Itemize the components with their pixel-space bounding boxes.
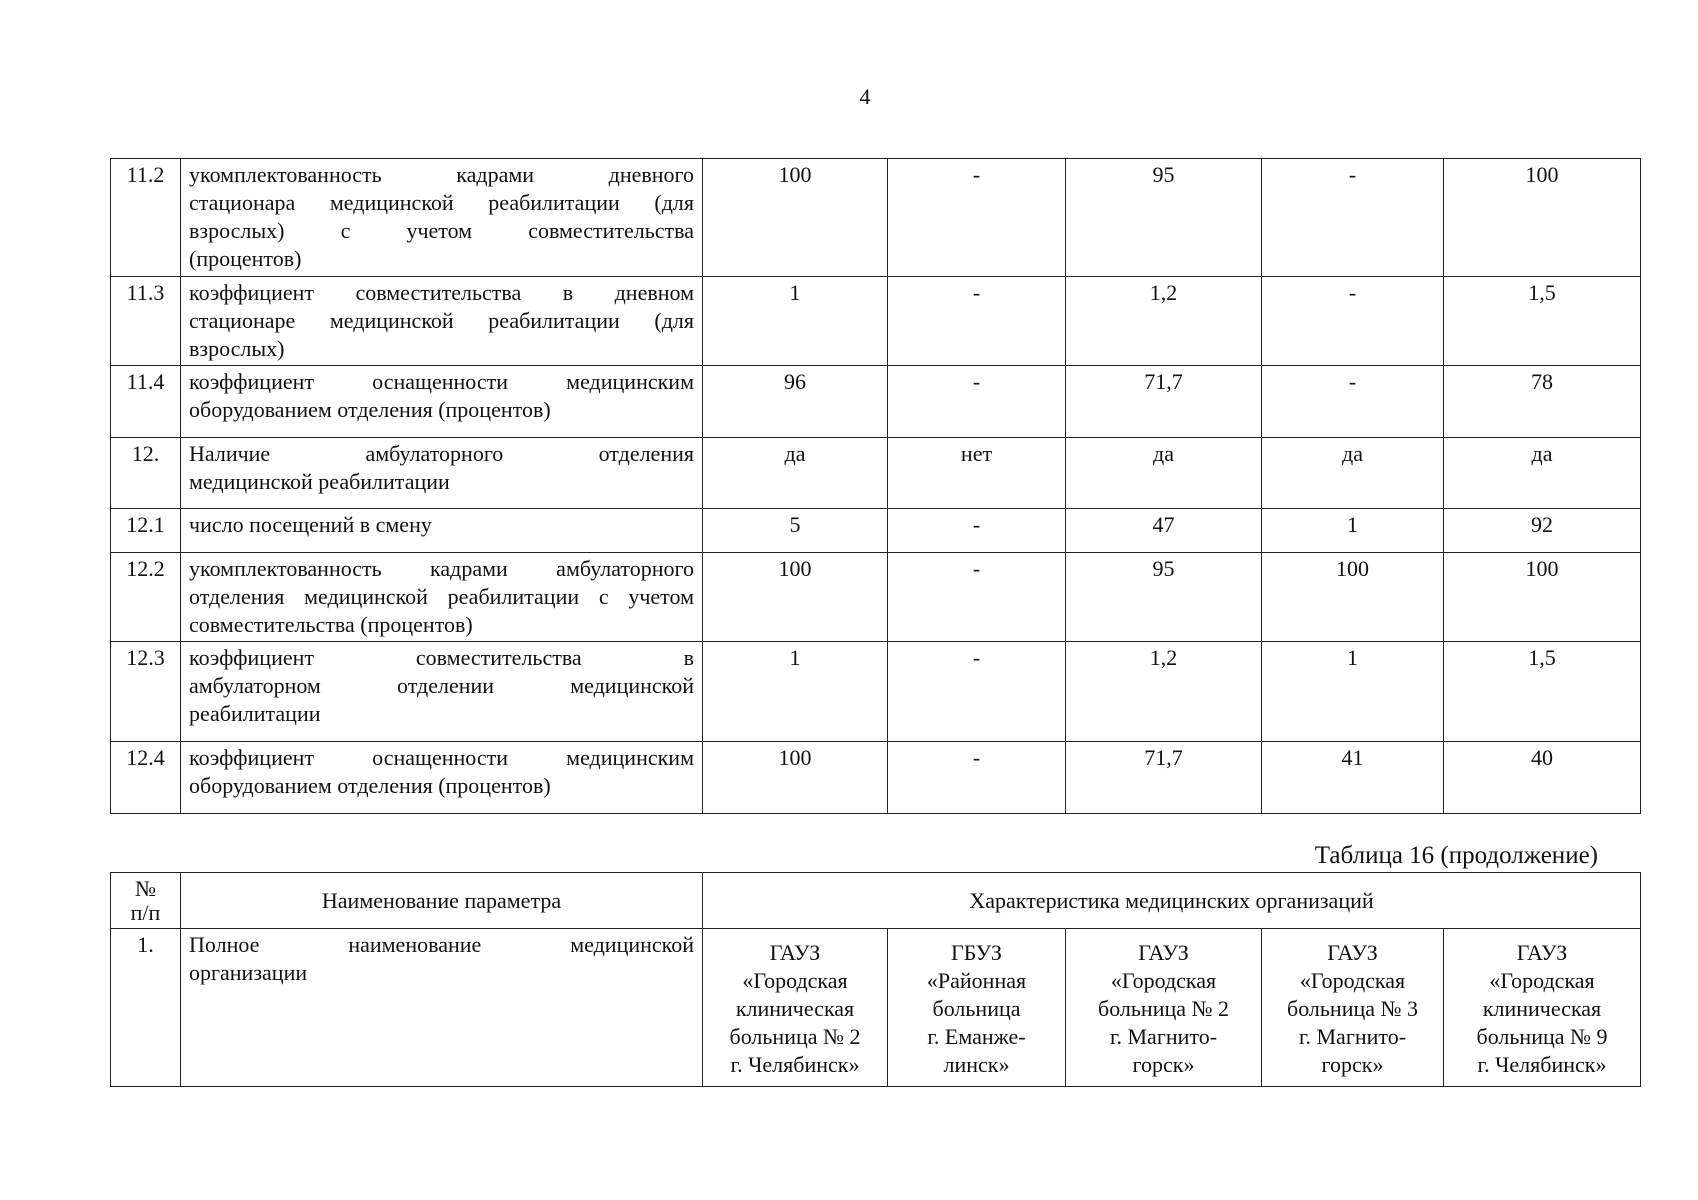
value-cell: 41 bbox=[1262, 742, 1444, 814]
row-name-line: взрослых) с учетом совместительства bbox=[189, 218, 694, 243]
row-name-line: число посещений в смену bbox=[189, 512, 432, 537]
org-name-line: больница № 2 bbox=[1098, 996, 1229, 1021]
row-name-line: реабилитации bbox=[189, 701, 321, 726]
org-name-line: «Городская bbox=[1299, 968, 1406, 993]
value-cell: 1 bbox=[1262, 642, 1444, 742]
table-caption: Таблица 16 (продолжение) bbox=[1314, 842, 1598, 869]
header-num bbox=[111, 873, 181, 929]
org-cell bbox=[703, 929, 888, 1087]
org-cell bbox=[888, 929, 1066, 1087]
header-row bbox=[111, 873, 1641, 929]
org-cell bbox=[1066, 929, 1262, 1087]
value-cell: да bbox=[1066, 438, 1262, 509]
row-name-line: стационаре медицинской реабилитации (для bbox=[189, 308, 694, 333]
org-name-line: горск» bbox=[1321, 1052, 1384, 1077]
header-name: Наименование параметра bbox=[181, 873, 703, 929]
row-num: 11.3 bbox=[111, 277, 181, 366]
org-name-line: г. Магнито- bbox=[1109, 1024, 1218, 1049]
row-name-line: Наличие амбулаторного отделения bbox=[189, 441, 694, 466]
org-row bbox=[111, 929, 1641, 1087]
org-name-line: больница № 3 bbox=[1287, 996, 1418, 1021]
org-cell bbox=[1262, 929, 1444, 1087]
row-name-line: Полное наименование медицинской bbox=[189, 932, 694, 957]
row-name-line: амбулаторном отделении медицинской bbox=[189, 673, 694, 698]
org-name-line: «Городская bbox=[1489, 968, 1595, 993]
value-cell: - bbox=[1262, 159, 1444, 277]
org-name-line: ГАУЗ bbox=[1516, 940, 1568, 965]
row-name-line: медицинской реабилитации bbox=[189, 469, 450, 494]
row-name-line: коэффициент совместительства в bbox=[189, 645, 694, 670]
value-cell: 1 bbox=[703, 277, 888, 366]
header-num-line: № bbox=[135, 875, 156, 901]
value-cell: - bbox=[888, 277, 1066, 366]
org-name-line: горск» bbox=[1132, 1052, 1195, 1077]
row-num: 12.1 bbox=[111, 509, 181, 553]
row-name bbox=[181, 929, 703, 1087]
row-name bbox=[181, 742, 703, 814]
value-cell: 78 bbox=[1444, 366, 1641, 438]
organizations-table bbox=[110, 872, 1641, 1087]
value-cell: 92 bbox=[1444, 509, 1641, 553]
page-number: 4 bbox=[859, 84, 871, 109]
value-cell: да bbox=[1444, 438, 1641, 509]
row-num: 12.2 bbox=[111, 553, 181, 642]
value-cell: 5 bbox=[703, 509, 888, 553]
value-cell: 95 bbox=[1066, 159, 1262, 277]
org-cell bbox=[1444, 929, 1641, 1087]
value-cell: - bbox=[888, 553, 1066, 642]
value-cell: 1,5 bbox=[1444, 277, 1641, 366]
value-cell: 100 bbox=[703, 553, 888, 642]
value-cell: 100 bbox=[703, 742, 888, 814]
org-name-line: больница bbox=[932, 996, 1021, 1021]
row-name bbox=[181, 277, 703, 366]
row-name-line: оборудованием отделения (процентов) bbox=[189, 773, 551, 798]
value-cell: 71,7 bbox=[1066, 742, 1262, 814]
org-name-line: г. Еманже- bbox=[927, 1024, 1026, 1049]
value-cell: - bbox=[1262, 366, 1444, 438]
value-cell: 100 bbox=[1444, 159, 1641, 277]
org-name-line: больница № 2 bbox=[729, 1024, 861, 1049]
table-row bbox=[111, 159, 1641, 277]
row-num: 11.4 bbox=[111, 366, 181, 438]
value-cell: - bbox=[888, 159, 1066, 277]
row-name-line: организации bbox=[189, 960, 308, 985]
value-cell: 71,7 bbox=[1066, 366, 1262, 438]
row-name-line: отделения медицинской реабилитации с учетом bbox=[189, 584, 694, 609]
org-name-line: линск» bbox=[943, 1052, 1010, 1077]
table-row bbox=[111, 438, 1641, 509]
org-name-line: «Районная bbox=[926, 968, 1027, 993]
value-cell: да bbox=[1262, 438, 1444, 509]
table-row bbox=[111, 366, 1641, 438]
value-cell: 47 bbox=[1066, 509, 1262, 553]
table-row bbox=[111, 553, 1641, 642]
row-name-line: укомплектованность кадрами дневного bbox=[189, 162, 694, 187]
value-cell: 100 bbox=[1262, 553, 1444, 642]
org-name-line: «Городская bbox=[1110, 968, 1217, 993]
row-name-line: укомплектованность кадрами амбулаторного bbox=[189, 556, 694, 581]
row-name bbox=[181, 509, 703, 553]
row-num: 12.3 bbox=[111, 642, 181, 742]
org-name-line: г. Магнито- bbox=[1298, 1024, 1407, 1049]
org-name-line: клиническая bbox=[1482, 996, 1602, 1021]
org-name-line: ГАУЗ bbox=[1138, 940, 1189, 965]
org-name-line: больница № 9 bbox=[1476, 1024, 1608, 1049]
row-name-line: оборудованием отделения (процентов) bbox=[189, 397, 551, 422]
org-name-line: ГБУЗ bbox=[951, 940, 1002, 965]
row-name bbox=[181, 553, 703, 642]
row-name-line: стационара медицинской реабилитации (для bbox=[189, 190, 694, 215]
value-cell: - bbox=[1262, 277, 1444, 366]
row-name-line: взрослых) bbox=[189, 336, 285, 361]
header-num-line: п/п bbox=[130, 899, 161, 925]
row-num: 12.4 bbox=[111, 742, 181, 814]
row-name bbox=[181, 159, 703, 277]
row-name bbox=[181, 642, 703, 742]
row-name-line: коэффициент оснащенности медицинским bbox=[189, 745, 694, 770]
value-cell: 1,2 bbox=[1066, 642, 1262, 742]
row-num: 11.2 bbox=[111, 159, 181, 277]
value-cell: нет bbox=[888, 438, 1066, 509]
row-num: 1. bbox=[111, 929, 181, 1087]
value-cell: 95 bbox=[1066, 553, 1262, 642]
org-name-line: г. Челябинск» bbox=[1477, 1052, 1607, 1077]
row-name-line: (процентов) bbox=[189, 246, 302, 271]
header-characteristic: Характеристика медицинских организаций bbox=[703, 873, 1641, 929]
row-num: 12. bbox=[111, 438, 181, 509]
table-row bbox=[111, 509, 1641, 553]
value-cell: - bbox=[888, 509, 1066, 553]
value-cell: 1 bbox=[703, 642, 888, 742]
value-cell: - bbox=[888, 366, 1066, 438]
value-cell: да bbox=[703, 438, 888, 509]
org-name-line: г. Челябинск» bbox=[730, 1052, 860, 1077]
row-name bbox=[181, 438, 703, 509]
value-cell: 1,5 bbox=[1444, 642, 1641, 742]
value-cell: - bbox=[888, 742, 1066, 814]
row-name-line: совместительства (процентов) bbox=[189, 612, 473, 637]
value-cell: 96 bbox=[703, 366, 888, 438]
value-cell: 100 bbox=[1444, 553, 1641, 642]
table-row bbox=[111, 277, 1641, 366]
value-cell: 1 bbox=[1262, 509, 1444, 553]
table-row bbox=[111, 742, 1641, 814]
row-name-line: коэффициент совместительства в дневном bbox=[189, 280, 694, 305]
org-name-line: ГАУЗ bbox=[1327, 940, 1378, 965]
org-name-line: клиническая bbox=[735, 996, 855, 1021]
org-name-line: «Городская bbox=[742, 968, 848, 993]
table-row bbox=[111, 642, 1641, 742]
row-name-line: коэффициент оснащенности медицинским bbox=[189, 369, 694, 394]
value-cell: 40 bbox=[1444, 742, 1641, 814]
row-name bbox=[181, 366, 703, 438]
value-cell: 1,2 bbox=[1066, 277, 1262, 366]
parameters-table bbox=[110, 158, 1641, 814]
value-cell: 100 bbox=[703, 159, 888, 277]
value-cell: - bbox=[888, 642, 1066, 742]
org-name-line: ГАУЗ bbox=[769, 940, 821, 965]
